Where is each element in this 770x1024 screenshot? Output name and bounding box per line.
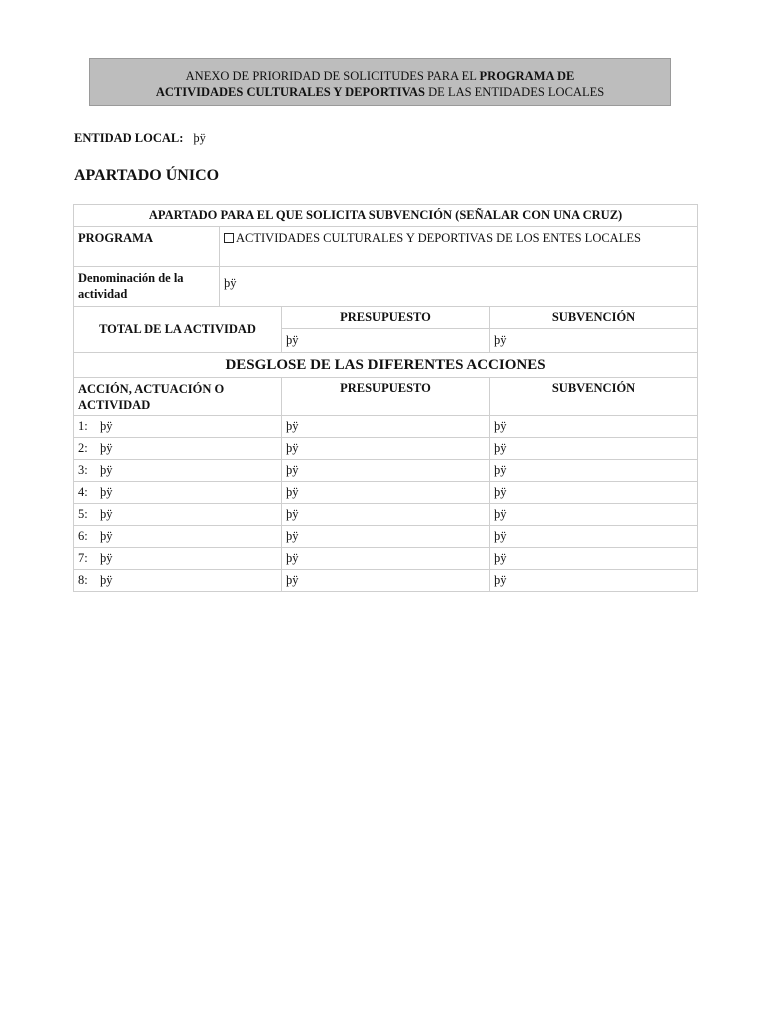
denominacion-value[interactable]: þÿ — [220, 267, 698, 307]
accion-cell[interactable] — [74, 482, 282, 504]
header-text-1: ANEXO DE PRIORIDAD DE SOLICITUDES PARA EL — [185, 69, 480, 83]
desglose-presupuesto-header: PRESUPUESTO — [282, 378, 490, 416]
desglose-rows — [74, 416, 698, 592]
entidad-local-value[interactable]: þÿ — [193, 131, 206, 145]
accion-value: þÿ — [100, 441, 113, 455]
programa-option — [220, 227, 698, 267]
header-text-4: DE LAS ENTIDADES LOCALES — [425, 85, 605, 99]
accion-header: ACCIÓN, ACTUACIÓN O ACTIVIDAD — [74, 378, 282, 416]
subvencion-cell[interactable]: þÿ — [490, 570, 698, 592]
subvencion-cell[interactable]: þÿ — [490, 460, 698, 482]
table-row — [74, 504, 698, 526]
presupuesto-cell[interactable]: þÿ — [282, 526, 490, 548]
programa-option-label: ACTIVIDADES CULTURALES Y DEPORTIVAS DE LOS ENTES LOCALES — [236, 231, 641, 245]
presupuesto-header: PRESUPUESTO — [282, 307, 490, 329]
subsidy-form-table — [73, 204, 698, 592]
table-row — [74, 482, 698, 504]
accion-value: þÿ — [100, 485, 113, 499]
total-subvencion-value[interactable]: þÿ — [490, 329, 698, 353]
accion-cell[interactable] — [74, 548, 282, 570]
row-number: 5: — [78, 507, 88, 521]
presupuesto-cell[interactable]: þÿ — [282, 504, 490, 526]
section-title: APARTADO ÚNICO — [74, 167, 220, 184]
entidad-local-field — [74, 131, 206, 146]
presupuesto-cell[interactable]: þÿ — [282, 438, 490, 460]
presupuesto-cell[interactable]: þÿ — [282, 482, 490, 504]
desglose-subvencion-header: SUBVENCIÓN — [490, 378, 698, 416]
table-row — [74, 416, 698, 438]
accion-cell[interactable] — [74, 570, 282, 592]
accion-cell[interactable] — [74, 526, 282, 548]
row-number: 7: — [78, 551, 88, 565]
denominacion-label: Denominación de la actividad — [74, 267, 220, 307]
subvencion-cell[interactable]: þÿ — [490, 416, 698, 438]
row-number: 1: — [78, 419, 88, 433]
programa-label: PROGRAMA — [74, 227, 220, 267]
total-presupuesto-value[interactable]: þÿ — [282, 329, 490, 353]
accion-value: þÿ — [100, 551, 113, 565]
table-row — [74, 570, 698, 592]
subvencion-cell[interactable]: þÿ — [490, 526, 698, 548]
row-number: 3: — [78, 463, 88, 477]
header-text-2: PROGRAMA DE — [479, 69, 575, 83]
accion-cell[interactable] — [74, 438, 282, 460]
presupuesto-cell[interactable]: þÿ — [282, 570, 490, 592]
subvencion-cell[interactable]: þÿ — [490, 504, 698, 526]
row-number: 6: — [78, 529, 88, 543]
programa-checkbox[interactable] — [224, 233, 234, 243]
accion-value: þÿ — [100, 507, 113, 521]
accion-cell[interactable] — [74, 504, 282, 526]
subvencion-cell[interactable]: þÿ — [490, 548, 698, 570]
subvencion-header: SUBVENCIÓN — [490, 307, 698, 329]
header-text-3: ACTIVIDADES CULTURALES Y DEPORTIVAS — [155, 85, 426, 99]
desglose-title: DESGLOSE DE LAS DIFERENTES ACCIONES — [74, 353, 698, 378]
presupuesto-cell[interactable]: þÿ — [282, 548, 490, 570]
table-row — [74, 438, 698, 460]
subvencion-cell[interactable]: þÿ — [490, 438, 698, 460]
total-actividad-label: TOTAL DE LA ACTIVIDAD — [74, 307, 282, 353]
apartado-header: APARTADO PARA EL QUE SOLICITA SUBVENCIÓN (SEÑALAR CON UNA CRUZ) — [74, 205, 698, 227]
accion-value: þÿ — [100, 463, 113, 477]
presupuesto-cell[interactable]: þÿ — [282, 416, 490, 438]
table-row — [74, 460, 698, 482]
accion-cell[interactable] — [74, 460, 282, 482]
accion-value: þÿ — [100, 573, 113, 587]
presupuesto-cell[interactable]: þÿ — [282, 460, 490, 482]
document-header — [89, 58, 671, 106]
row-number: 2: — [78, 441, 88, 455]
entidad-local-label: ENTIDAD LOCAL: — [74, 131, 184, 145]
subvencion-cell[interactable]: þÿ — [490, 482, 698, 504]
table-row — [74, 548, 698, 570]
table-row — [74, 526, 698, 548]
accion-cell[interactable] — [74, 416, 282, 438]
accion-value: þÿ — [100, 529, 113, 543]
accion-value: þÿ — [100, 419, 113, 433]
row-number: 4: — [78, 485, 88, 499]
row-number: 8: — [78, 573, 88, 587]
